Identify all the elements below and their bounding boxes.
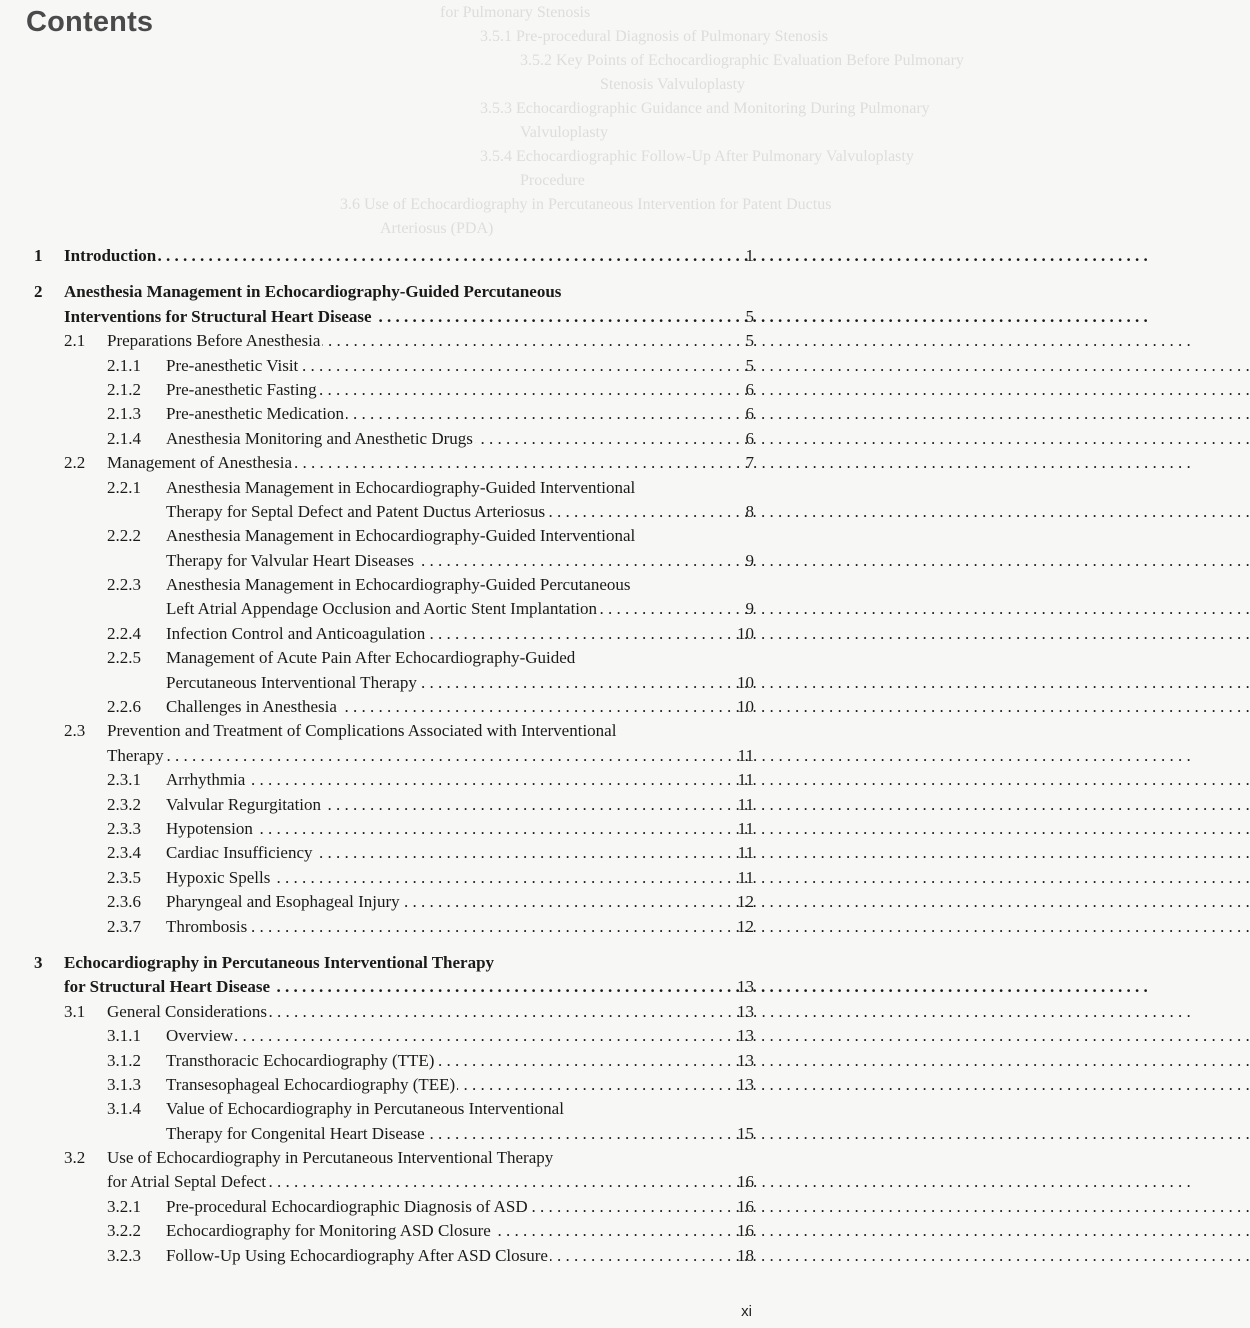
toc-entry-page: 7	[745, 453, 754, 473]
toc-entry-level-2[interactable]	[0, 451, 800, 475]
toc-entry-level-3[interactable]	[0, 476, 800, 500]
toc-entry-number: 3.1	[64, 1001, 86, 1021]
toc-entry-number: 2.2.6	[107, 697, 141, 717]
toc-entry-number: 3.1.3	[107, 1074, 141, 1094]
bleed-through-line: Stenosis Valvuloplasty	[600, 76, 746, 93]
toc-entry-level-3[interactable]	[0, 1195, 800, 1219]
toc-entry-level-3[interactable]	[0, 402, 800, 426]
toc-entry-level-1[interactable]	[0, 975, 800, 999]
toc-entry-title	[166, 866, 726, 890]
toc-entry-level-3[interactable]	[0, 671, 800, 695]
bleed-through-line: 3.5.3 Echocardiographic Guidance and Monitoring During Pulmonary	[480, 100, 930, 117]
toc-entry-title-text: Thrombosis	[166, 916, 248, 936]
bleed-through-line: Valvuloplasty	[520, 124, 608, 141]
toc-entry-number: 2.3	[64, 721, 86, 741]
toc-entry-number: 2.3.2	[107, 794, 141, 814]
toc-entry-level-3[interactable]	[0, 500, 800, 524]
toc-entry-number: 3.2	[64, 1148, 86, 1168]
toc-entry-title-text: Anesthesia Management in Echocardiography-Guided Interventional	[166, 477, 636, 497]
toc-entry-title	[166, 549, 726, 573]
toc-entry-title-text: Echocardiography for Monitoring ASD Closure	[166, 1221, 491, 1241]
toc-entry-level-3[interactable]	[0, 573, 800, 597]
toc-entry-level-3[interactable]	[0, 549, 800, 573]
toc-entry-title	[166, 622, 726, 646]
toc-entry-page: 16	[737, 1172, 754, 1192]
toc-entry-page: 13	[737, 1001, 754, 1021]
toc-entry-number: 2.2	[64, 453, 86, 473]
toc-entry-page: 5	[745, 306, 754, 326]
toc-entry-title-text: Introduction	[64, 246, 157, 265]
toc-entry-level-3[interactable]	[0, 817, 800, 841]
toc-entry-page: 16	[737, 1221, 754, 1241]
toc-entry-level-2[interactable]	[0, 1000, 800, 1024]
toc-entry-level-3[interactable]	[0, 622, 800, 646]
toc-entry-title-text: Therapy for Congenital Heart Disease	[166, 1123, 425, 1143]
toc-entry-page: 18	[737, 1245, 754, 1265]
toc-entry-number: 3.2.1	[107, 1196, 141, 1216]
toc-entry-title	[64, 305, 726, 329]
toc-entry-number: 2.3.4	[107, 843, 141, 863]
toc-entry-title-text: Value of Echocardiography in Percutaneous Interventional	[166, 1099, 564, 1119]
toc-entry-page: 9	[745, 599, 754, 619]
toc-entry-page: 6	[745, 379, 754, 399]
toc-entry-page: 8	[745, 501, 754, 521]
toc-entry-level-3[interactable]	[0, 1219, 800, 1243]
toc-entry-title-text: Therapy for Septal Defect and Patent Ductus Arteriosus	[166, 501, 546, 521]
toc-entry-page: 1	[745, 246, 754, 265]
toc-entry-level-3[interactable]	[0, 597, 800, 621]
toc-entry-level-3[interactable]	[0, 524, 800, 548]
toc-entry-title	[166, 793, 726, 817]
toc-entry-level-2[interactable]	[0, 744, 800, 768]
toc-entry-title	[166, 1219, 726, 1243]
toc-entry-number: 2.1.2	[107, 379, 141, 399]
toc-entry-title-text: for Structural Heart Disease	[64, 977, 270, 997]
toc-entry-title	[166, 671, 726, 695]
toc-entry-title	[166, 1049, 726, 1073]
toc-entry-title-text: Challenges in Anesthesia	[166, 697, 337, 717]
toc-entry-title	[166, 597, 726, 621]
section-gap	[0, 939, 800, 951]
toc-entry-title-text: Pre-anesthetic Visit	[166, 355, 299, 375]
toc-entry-title-text: Interventions for Structural Heart Disease	[64, 306, 372, 326]
toc-entry-level-2[interactable]	[0, 329, 800, 353]
toc-entry-level-3[interactable]	[0, 354, 800, 378]
toc-entry-number: 2.3.3	[107, 818, 141, 838]
toc-entry-title	[166, 1244, 726, 1268]
toc-entry-title	[166, 524, 635, 548]
toc-entry-title-text: Hypotension	[166, 818, 253, 838]
toc-entry-title	[107, 1000, 726, 1024]
toc-entry-number: 3.1.2	[107, 1050, 141, 1070]
toc-entry-title	[107, 1146, 553, 1170]
toc-entry-title	[166, 573, 631, 597]
toc-entry-title	[166, 1097, 564, 1121]
toc-entry-title-text: Use of Echocardiography in Percutaneous Interventional Therapy	[107, 1148, 554, 1168]
toc-entry-number: 2.1.1	[107, 355, 141, 375]
toc-entry-title	[107, 744, 726, 768]
toc-entry-number: 3.2.3	[107, 1245, 141, 1265]
toc-entry-title	[166, 1122, 726, 1146]
toc-entry-level-3[interactable]	[0, 1024, 800, 1048]
toc-entry-title	[166, 817, 726, 841]
toc-entry-number: 2.3.1	[107, 770, 141, 790]
toc-entry-number: 2.2.3	[107, 575, 141, 595]
toc-entry-title-text: Anesthesia Management in Echocardiography-Guided Percutaneous	[64, 282, 562, 302]
toc-entry-title	[166, 768, 726, 792]
toc-entry-level-1[interactable]	[0, 280, 800, 304]
toc-entry-level-3[interactable]	[0, 1073, 800, 1097]
toc-entry-title-text: Percutaneous Interventional Therapy	[166, 672, 417, 692]
toc-entry-title-text: Anesthesia Monitoring and Anesthetic Drugs	[166, 428, 473, 448]
toc-entry-level-1[interactable]	[0, 244, 800, 268]
toc-entry-title-text: Prevention and Treatment of Complications Associated with Interventional	[107, 721, 617, 741]
toc-entry-level-3[interactable]	[0, 793, 800, 817]
toc-entry-page: 12	[737, 916, 754, 936]
toc-entry-number: 2.3.7	[107, 916, 141, 936]
toc-entry-number: 2.3.6	[107, 892, 141, 912]
toc-entry-page: 10	[737, 623, 754, 643]
toc-entry-page: 11	[737, 867, 754, 887]
toc-entry-page: 11	[737, 818, 754, 838]
toc-entry-page: 13	[737, 977, 754, 997]
toc-entry-title-text: Preparations Before Anesthesia	[107, 331, 321, 351]
bleed-through-line: 3.6 Use of Echocardiography in Percutaneous Intervention for Patent Ductus	[340, 196, 832, 213]
toc-entry-title	[64, 244, 726, 268]
toc-entry-title-text: Arrhythmia	[166, 770, 246, 790]
toc-entry-title	[64, 280, 561, 304]
bleed-through-line: Arteriosus (PDA)	[380, 220, 494, 237]
toc-entry-title	[166, 841, 726, 865]
toc-entry-title	[166, 915, 726, 939]
toc-entry-title	[166, 1073, 726, 1097]
toc-entry-page: 10	[737, 697, 754, 717]
toc-entry-title	[107, 719, 616, 743]
toc-entry-title	[166, 890, 726, 914]
toc-entry-page: 9	[745, 550, 754, 570]
bleed-through-line: for Pulmonary Stenosis	[440, 4, 591, 21]
toc-entry-page: 6	[745, 428, 754, 448]
toc-entry-title	[107, 329, 726, 353]
toc-entry-title	[166, 1195, 726, 1219]
toc-entry-page: 13	[737, 1050, 754, 1070]
toc-entry-level-1[interactable]	[0, 951, 800, 975]
toc-entry-title-text: Follow-Up Using Echocardiography After ASD Closure	[166, 1245, 548, 1265]
toc-entry-level-3[interactable]	[0, 427, 800, 451]
toc-entry-title-text: Hypoxic Spells	[166, 867, 271, 887]
toc-entry-level-3[interactable]	[0, 768, 800, 792]
toc-entry-page: 11	[737, 843, 754, 863]
toc-entry-page: 11	[737, 794, 754, 814]
toc-entry-page: 6	[745, 404, 754, 424]
bleed-through-line: 3.5.2 Key Points of Echocardiographic Evaluation Before Pulmonary	[520, 52, 964, 69]
toc-entry-title	[166, 476, 635, 500]
toc-entry-page: 16	[737, 1196, 754, 1216]
toc-entry-number: 2.1.3	[107, 404, 141, 424]
toc-entry-page: 11	[737, 745, 754, 765]
toc-entry-number: 3.1.4	[107, 1099, 141, 1119]
toc-entry-number: 3.2.2	[107, 1221, 141, 1241]
toc-entry-number: 2.1.4	[107, 428, 141, 448]
toc-entry-title-text: Management of Acute Pain After Echocardiography-Guided	[166, 648, 576, 668]
toc-entry-title-text: Management of Anesthesia	[107, 453, 293, 473]
toc-entry-title	[166, 500, 726, 524]
toc-entry-title-text: Pre-procedural Echocardiographic Diagnosis of ASD	[166, 1196, 528, 1216]
toc-entry-level-3[interactable]	[0, 866, 800, 890]
toc-entry-title-text: Pre-anesthetic Medication	[166, 404, 344, 424]
toc-entry-title	[166, 427, 726, 451]
toc-entry-number: 2.2.1	[107, 477, 141, 497]
toc-entry-page: 11	[737, 770, 754, 790]
page-number: xi	[741, 1303, 752, 1320]
toc-entry-number: 2.2.4	[107, 623, 141, 643]
toc-entry-number: 1	[34, 246, 43, 265]
toc-entry-title	[107, 1170, 726, 1194]
toc-entry-title-text: Pre-anesthetic Fasting	[166, 379, 317, 399]
toc-entry-title	[166, 378, 726, 402]
toc-entry-level-2[interactable]	[0, 1170, 800, 1194]
bleed-through-line: 3.5.4 Echocardiographic Follow-Up After Pulmonary Valvuloplasty	[480, 148, 914, 165]
toc-entry-title-text: Transthoracic Echocardiography (TTE)	[166, 1050, 435, 1070]
toc-entry-level-3[interactable]	[0, 646, 800, 670]
toc-entry-level-3[interactable]	[0, 378, 800, 402]
toc-entry-level-2[interactable]	[0, 1146, 800, 1170]
toc-entry-level-1[interactable]	[0, 305, 800, 329]
toc-entry-title	[107, 451, 726, 475]
section-gap	[0, 268, 800, 280]
toc-entry-level-3[interactable]	[0, 1049, 800, 1073]
toc-entry-title-text: Valvular Regurgitation	[166, 794, 322, 814]
toc-entry-title-text: Echocardiography in Percutaneous Interventional Therapy	[64, 952, 495, 972]
toc-entry-level-2[interactable]	[0, 719, 800, 743]
toc-entry-title	[64, 975, 726, 999]
toc-entry-level-3[interactable]	[0, 890, 800, 914]
toc-entry-title-text: General Considerations	[107, 1001, 268, 1021]
toc-entry-title	[166, 646, 575, 670]
toc-entry-title-text: Anesthesia Management in Echocardiography-Guided Interventional	[166, 526, 636, 546]
toc-entry-number: 2.2.5	[107, 648, 141, 668]
toc-entry-level-3[interactable]	[0, 841, 800, 865]
toc-entry-level-3[interactable]	[0, 1244, 800, 1268]
bleed-through-line: Procedure	[520, 172, 585, 189]
toc-entry-number: 3	[34, 952, 43, 972]
toc-entry-level-3[interactable]	[0, 695, 800, 719]
toc-entry-page: 13	[737, 1074, 754, 1094]
toc-entry-title	[64, 951, 494, 975]
toc-entry-page: 13	[737, 1026, 754, 1046]
toc-entry-title-text: Infection Control and Anticoagulation	[166, 623, 426, 643]
toc-entry-page: 5	[745, 355, 754, 375]
toc-entry-page: 15	[737, 1123, 754, 1143]
toc-entry-title	[166, 1024, 726, 1048]
toc-entry-title-text: Anesthesia Management in Echocardiography-Guided Percutaneous	[166, 575, 631, 595]
toc-entry-title-text: Cardiac Insufficiency	[166, 843, 313, 863]
toc-entry-title-text: Left Atrial Appendage Occlusion and Aortic Stent Implantation	[166, 599, 598, 619]
table-of-contents	[0, 244, 800, 1268]
toc-entry-title-text: Pharyngeal and Esophageal Injury	[166, 892, 400, 912]
toc-entry-page: 5	[745, 331, 754, 351]
toc-entry-title	[166, 402, 726, 426]
toc-entry-number: 2.1	[64, 331, 86, 351]
toc-entry-number: 3.1.1	[107, 1026, 141, 1046]
toc-entry-title-text: Therapy for Valvular Heart Diseases	[166, 550, 414, 570]
toc-entry-number: 2	[34, 282, 43, 302]
page-title: Contents	[26, 6, 154, 38]
toc-entry-number: 2.3.5	[107, 867, 141, 887]
toc-entry-title-text: for Atrial Septal Defect	[107, 1172, 267, 1192]
toc-entry-level-3[interactable]	[0, 1097, 800, 1121]
toc-entry-title	[166, 354, 726, 378]
toc-entry-title-text: Transesophageal Echocardiography (TEE)	[166, 1074, 456, 1094]
bleed-through-line: 3.5.1 Pre-procedural Diagnosis of Pulmonary Stenosis	[480, 28, 828, 45]
toc-entry-page: 10	[737, 672, 754, 692]
toc-entry-number: 2.2.2	[107, 526, 141, 546]
toc-entry-level-3[interactable]	[0, 1122, 800, 1146]
toc-entry-title-text: Overview	[166, 1026, 234, 1046]
toc-entry-level-3[interactable]	[0, 915, 800, 939]
toc-entry-title-text: Therapy	[107, 745, 164, 765]
toc-entry-page: 12	[737, 892, 754, 912]
toc-entry-title	[166, 695, 726, 719]
